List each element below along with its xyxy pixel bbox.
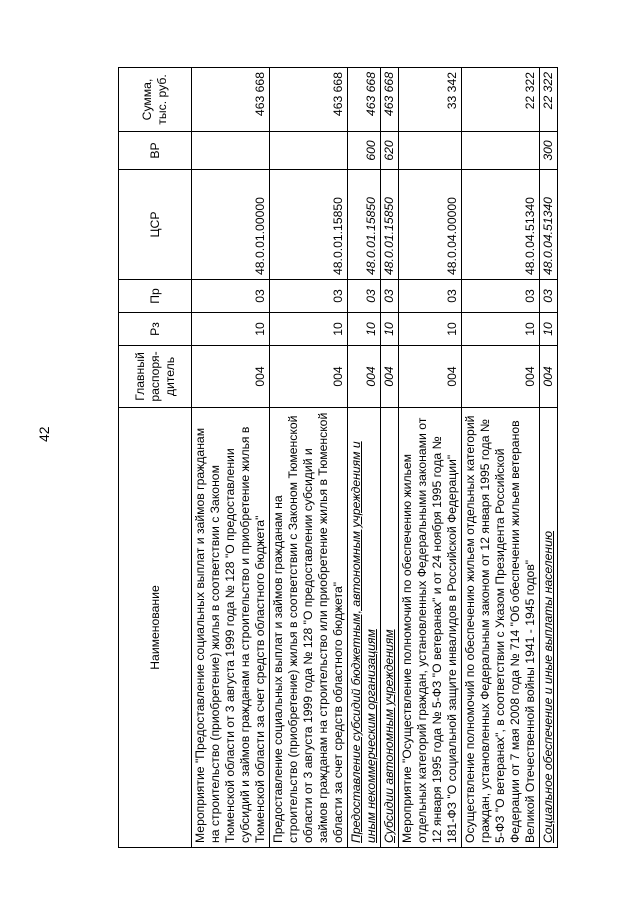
row-csr: 48.0.04.00000 [399,170,462,280]
row-name: Предоставление социальных выплат и займов гражданам на строительство (приобретение) жилья в соответствии с Законом Тюменской области от 3 августа 1999 года № 128 "О предоставлении субсидий и займов гражданам на строительство или приобретение жилья в Тюменской области за счет средств областного бюджета" [270,408,348,848]
row-pr: 03 [540,280,558,313]
row-vr [399,132,462,170]
header-grbs: Главный распоря-дитель [119,346,192,408]
table-row [192,68,270,848]
row-vr [192,132,270,170]
row-rz: 10 [381,313,399,346]
row-vr [270,132,348,170]
row-sum: 463 668 [270,68,348,132]
row-rz: 10 [540,313,558,346]
row-pr: 03 [348,280,381,313]
row-grbs: 004 [192,346,270,408]
row-csr: 48.0.01.15850 [270,170,348,280]
header-name: Наименование [119,408,192,848]
row-name: Мероприятие "Предоставление социальных выплат и займов гражданам на строительство (приобретение) жилья в соответствии с Законом Тюменской области от 3 августа 1999 года № 128 "О предоставлении субсидий и займов гражданам на строительство и приобретение жилья в Тюменской области за счет средств областного бюджета" [192,408,270,848]
row-grbs: 004 [348,346,381,408]
row-grbs: 004 [462,346,540,408]
table-row [270,68,348,848]
table-header-row [119,68,192,848]
row-csr: 48.0.01.15850 [381,170,399,280]
header-pr: Пр [119,280,192,313]
row-vr: 600 [348,132,381,170]
row-rz: 10 [399,313,462,346]
row-name: Предоставление субсидий бюджетным, автономным учреждениям и иным некоммерческим организациям [348,408,381,848]
row-name: Мероприятие "Осуществление полномочий по обеспечению жильем отдельных категорий граждан, установленных Федеральными законами от 12 января 1995 года № 5-ФЗ "О ветеранах" и от 24 ноября 1995 года № 181-ФЗ "О социальной защите инвалидов в Российской Федерации" [399,408,462,848]
row-pr: 03 [381,280,399,313]
row-sum: 463 668 [348,68,381,132]
row-pr: 03 [399,280,462,313]
header-rz: Рз [119,313,192,346]
row-name: Социальное обеспечение и иные выплаты населению [540,408,558,848]
table-row [540,68,558,848]
row-pr: 03 [270,280,348,313]
row-csr: 48.0.04.51340 [540,170,558,280]
row-rz: 10 [462,313,540,346]
row-csr: 48.0.04.51340 [462,170,540,280]
row-sum: 22 322 [540,68,558,132]
row-name: Субсидии автономным учреждениям [381,408,399,848]
row-sum: 33 342 [399,68,462,132]
row-grbs: 004 [399,346,462,408]
header-sum: Сумма, тыс. руб. [119,68,192,132]
row-sum: 22 322 [462,68,540,132]
page-number: 42 [36,426,52,442]
row-pr: 03 [462,280,540,313]
row-grbs: 004 [381,346,399,408]
row-vr [462,132,540,170]
row-vr: 300 [540,132,558,170]
row-rz: 10 [192,313,270,346]
row-rz: 10 [348,313,381,346]
budget-table [118,67,558,848]
row-grbs: 004 [270,346,348,408]
row-name: Осуществление полномочий по обеспечению жильем отдельных категорий граждан, установленных Федеральным законом от 12 января 1995 года № 5-ФЗ "О ветеранах", в соответствии с Указом Президента Российской Федерации от 7 мая 2008 года № 714 "Об обеспечении жильем ветеранов Великой Отечественной войны 1941 - 1945 годов" [462,408,540,848]
table-row [381,68,399,848]
row-grbs: 004 [540,346,558,408]
header-csr: ЦСР [119,170,192,280]
table-row [462,68,540,848]
row-csr: 48.0.01.15850 [348,170,381,280]
row-csr: 48.0.01.00000 [192,170,270,280]
table-row [399,68,462,848]
row-pr: 03 [192,280,270,313]
table-row [348,68,381,848]
row-rz: 10 [270,313,348,346]
header-vr: ВР [119,132,192,170]
row-vr: 620 [381,132,399,170]
row-sum: 463 668 [381,68,399,132]
rotated-page [118,68,568,848]
row-sum: 463 668 [192,68,270,132]
